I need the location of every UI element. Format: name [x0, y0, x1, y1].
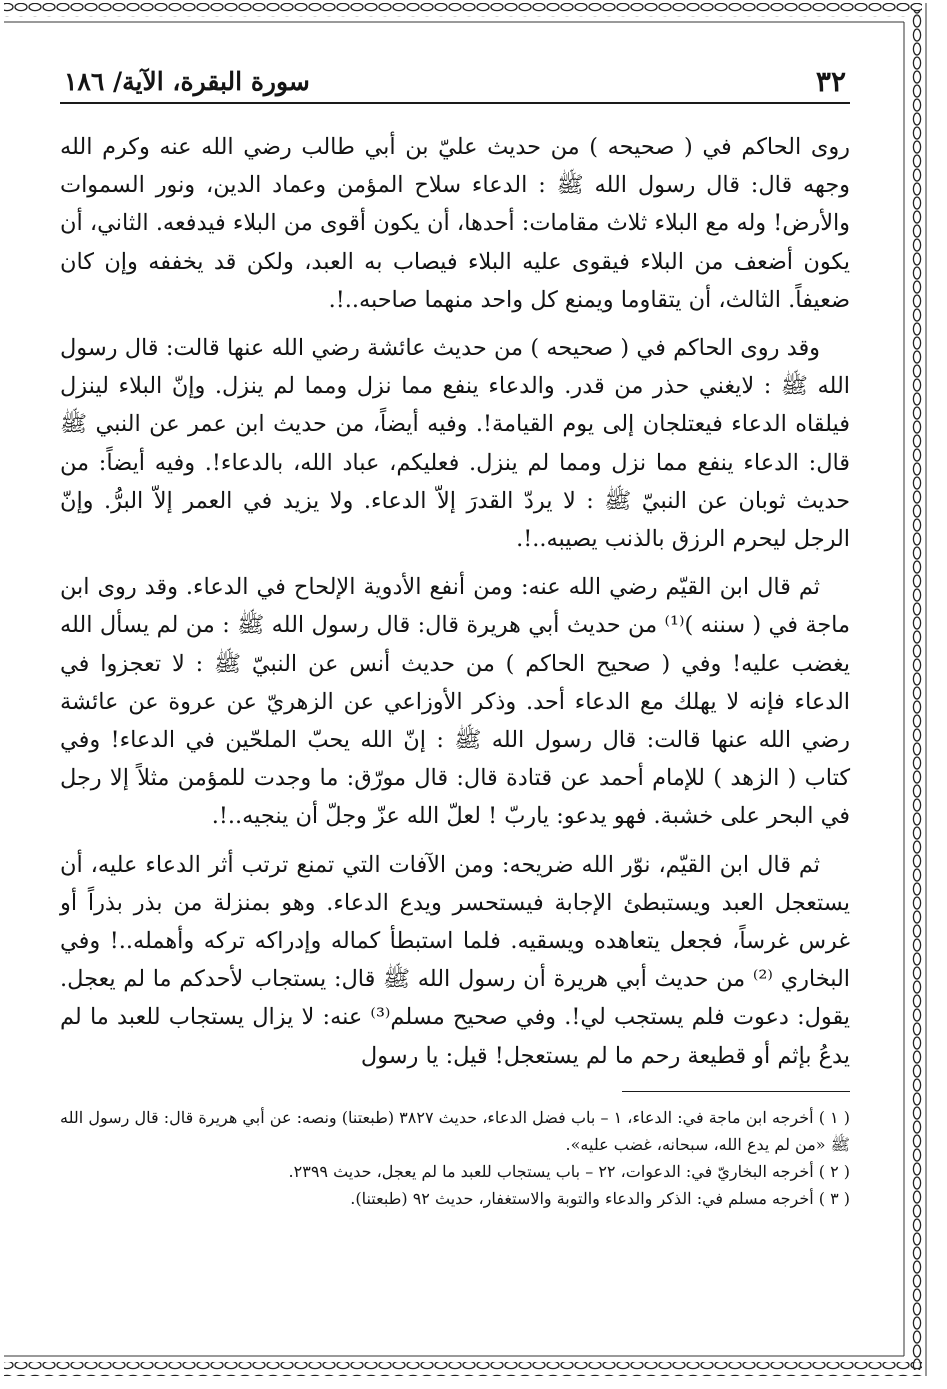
- page-number: ٣٢: [815, 64, 846, 98]
- paragraph-2: وقد روى الحاكم في ( صحيحه ) من حديث عائشة رضي الله عنها قالت: قال رسول الله ﷺ : لايغني حذر من قدر. والدعاء ينفع مما نزل ومما لم ينزل. وإنّ البلاء لينزل فيلقاه الدعاء فيعتلجان إلى يوم القيامة!. وفيه أيضاً، من حديث ابن عمر عن النبي ﷺ قال: الدعاء ينفع مما نزل ومما لم ينزل. فعليكم، عباد الله، بالدعاء!. وفيه أيضاً: من حديث ثوبان عن النبيّ ﷺ : لا يردّ القدرَ إلاّ الدعاء. ولا يزيد في العمر إلاّ البرُّ. وإنّ الرجل ليحرم الرزق بالذنب يصيبه..!.: [60, 335, 850, 553]
- page-body: [60, 128, 850, 1075]
- paragraph-4: ثم قال ابن القيّم، نوّر الله ضريحه: ومن الآفات التي تمنع ترتب أثر الدعاء عليه، أن يستعجل العبد ويستبطئ الإجابة فيستحسر ويدع الدعاء. وهو بمنزلة من بذر بذراً أو غرس غرساً، فجعل يتعاهده ويسقيه. فلما استبطأ كماله وإدراكه تركه وأهمله..! وفي البخاري ⁽²⁾ من حديث أبي هريرة أن رسول الله ﷺ قال: يستجاب لأحدكم ما لم يعجل. يقول: دعوت فلم يستجب لي!. وفي صحيح مسلم⁽³⁾ عنه: لا يزال يستجاب للعبد ما لم يدعُ بإثم أو قطيعة رحم ما لم يستعجل! قيل: يا رسول: [60, 851, 851, 1069]
- footnote-1: ( ١ ) أخرجه ابن ماجة في: الدعاء، ١ – باب فضل الدعاء، حديث ٣٨٢٧ (طبعتنا) ونصه: عن أبي هريرة قال: قال رسول الله ﷺ «من لم يدع الله، سبحانه، غضب عليه».: [60, 1107, 850, 1154]
- footnote-2: ( ٢ ) أخرجه البخاريّ في: الدعوات، ٢٢ – باب يستجاب للعبد ما لم يعجل، حديث ٢٣٩٩.: [288, 1161, 850, 1181]
- footnotes: [60, 1104, 850, 1212]
- footnote-separator: [622, 1091, 850, 1092]
- paragraph-1: روى الحاكم في ( صحيحه ) من حديث عليّ بن أبي طالب رضي الله عنه وكرم الله وجهه قال: قال رسول الله ﷺ : الدعاء سلاح المؤمن وعماد الدين، ونور السموات والأرض! وله مع البلاء ثلاث مقامات: أحدها، أن يكون أقوى من البلاء فيدفعه. الثاني، أن يكون أضعف من البلاء فيقوى عليه البلاء فيصاب به العبد، ولكن قد يخففه وإن كان ضعيفاً. الثالث، أن يتقاوما ويمنع كل واحد منهما صاحبه..!.: [60, 134, 850, 313]
- running-title: سورة البقرة، الآية/ ١٨٦: [64, 66, 310, 96]
- book-page: [60, 60, 850, 1350]
- page-header: [60, 60, 850, 104]
- footnote-3: ( ٣ ) أخرجه مسلم في: الذكر والدعاء والتوبة والاستغفار، حديث ٩٢ (طبعتنا).: [350, 1188, 850, 1208]
- paragraph-3: ثم قال ابن القيّم رضي الله عنه: ومن أنفع الأدوية الإلحاح في الدعاء. وقد روى ابن ماجة في ( سننه )⁽¹⁾ من حديث أبي هريرة قال: قال رسول الله ﷺ : من لم يسأل الله يغضب عليه! وفي ( صحيح الحاكم ) من حديث أنس عن النبيّ ﷺ : لا تعجزوا في الدعاء فإنه لا يهلك مع الدعاء أحد. وذكر الأوزاعي عن الزهريّ عن عروة عن عائشة رضي الله عنها قالت: قال رسول الله ﷺ : إنّ الله يحبّ الملحّين في الدعاء! وفي كتاب ( الزهد ) للإمام أحمد عن قتادة قال: قال مورّق: ما وجدت للمؤمن مثلاً إلا رجل في البحر على خشبة. فهو يدعو: ياربّ ! لعلّ الله عزّ وجلّ أن ينجيه..!.: [60, 574, 850, 830]
